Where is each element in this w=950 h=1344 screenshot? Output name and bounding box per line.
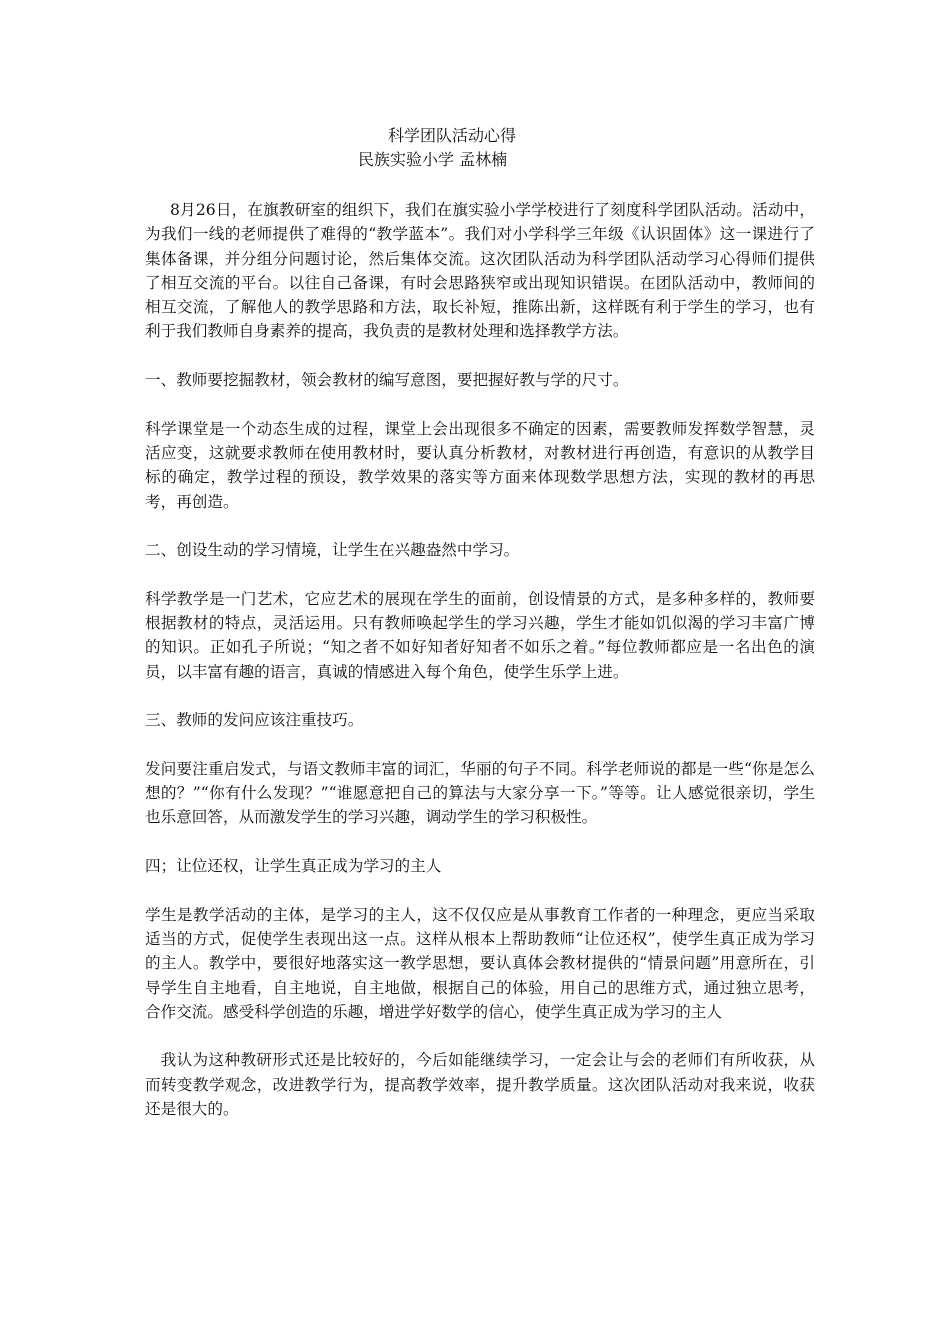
section-heading-2: 二、创设生动的学习情境，让学生在兴趣盎然中学习。 bbox=[145, 541, 520, 560]
paragraph-section-4: 学生是教学活动的主体，是学习的主人，这不仅仅应是从事教育工作者的一种理念，更应当采取适当的方式，促使学生表现出这一点。这样从根本上帮助教师“让位还权”，使学生真正成为学习的主人。教学中，要很好地落实这一教学思想，要认真体会教材提供的“情景问题”用意所在，引导学生自主地看，自主地说，自主地做，根据自己的体验，用自己的思维方式，通过独立思考，合作交流。感受科学创造的乐趣，增进学好数学的信心，使学生真正成为学习的主人 bbox=[145, 905, 815, 1021]
section-heading-3: 三、教师的发问应该注重技巧。 bbox=[145, 711, 364, 730]
document-title: 科学团队活动心得 bbox=[388, 126, 517, 145]
paragraph-section-2: 科学教学是一门艺术，它应艺术的展现在学生的面前，创设情景的方式，是多种多样的，教师要根据教材的特点，灵活运用。只有教师唤起学生的学习兴趣，学生才能如饥似渴的学习丰富广博的知识。正如孔子所说；“知之者不如好知者好知者不如乐之着。”每位教师都应是一名出色的演员，以丰富有趣的语言，真诚的情感进入每个角色，使学生乐学上进。 bbox=[145, 589, 815, 681]
paragraph-conclusion: 我认为这种教研形式还是比较好的，今后如能继续学习，一定会让与会的老师们有所收获，从而转变教学观念，改进教学行为，提高教学效率，提升教学质量。这次团队活动对我来说，收获还是很大的。 bbox=[145, 1051, 815, 1118]
paragraph-intro: 8月26日，在旗教研室的组织下，我们在旗实验小学学校进行了刻度科学团队活动。活动中，为我们一线的老师提供了难得的“教学蓝本”。我们对小学科学三年级《认识固体》这一课进行了集体备课，并分组分问题讨论，然后集体交流。这次团队活动为科学团队活动学习心得师们提供了相互交流的平台。以往自己备课，有时会思路狭窄或出现知识错误。在团队活动中，教师间的相互交流，了解他人的教学思路和方法，取长补短，推陈出新，这样既有利于学生的学习，也有利于我们教师自身素养的提高，我负责的是教材处理和选择教学方法。 bbox=[145, 201, 815, 341]
paragraph-section-3: 发问要注重启发式，与语文教师丰富的词汇，华丽的句子不同。科学老师说的都是一些“你是怎么想的？”“你有什么发现？”“谁愿意把自己的算法与大家分享一下。”等等。让人感觉很亲切，学生也乐意回答，从而激发学生的学习兴趣，调动学生的学习积极性。 bbox=[145, 759, 815, 827]
paragraph-section-1: 科学课堂是一个动态生成的过程，课堂上会出现很多不确定的因素，需要教师发挥数学智慧，灵活应变，这就要求教师在使用教材时，要认真分析教材，对教材进行再创造，有意识的从教学目标的确定，教学过程的预设，教学效果的落实等方面来体现数学思想方法，实现的教材的再思考，再创造。 bbox=[145, 419, 815, 511]
document-body bbox=[145, 198, 815, 1146]
document-author: 民族实验小学 孟林楠 bbox=[358, 150, 508, 169]
section-heading-4: 四；让位还权，让学生真正成为学习的主人 bbox=[145, 857, 442, 876]
section-heading-1: 一、教师要挖掘教材，领会教材的编写意图，要把握好教与学的尺寸。 bbox=[145, 371, 629, 390]
